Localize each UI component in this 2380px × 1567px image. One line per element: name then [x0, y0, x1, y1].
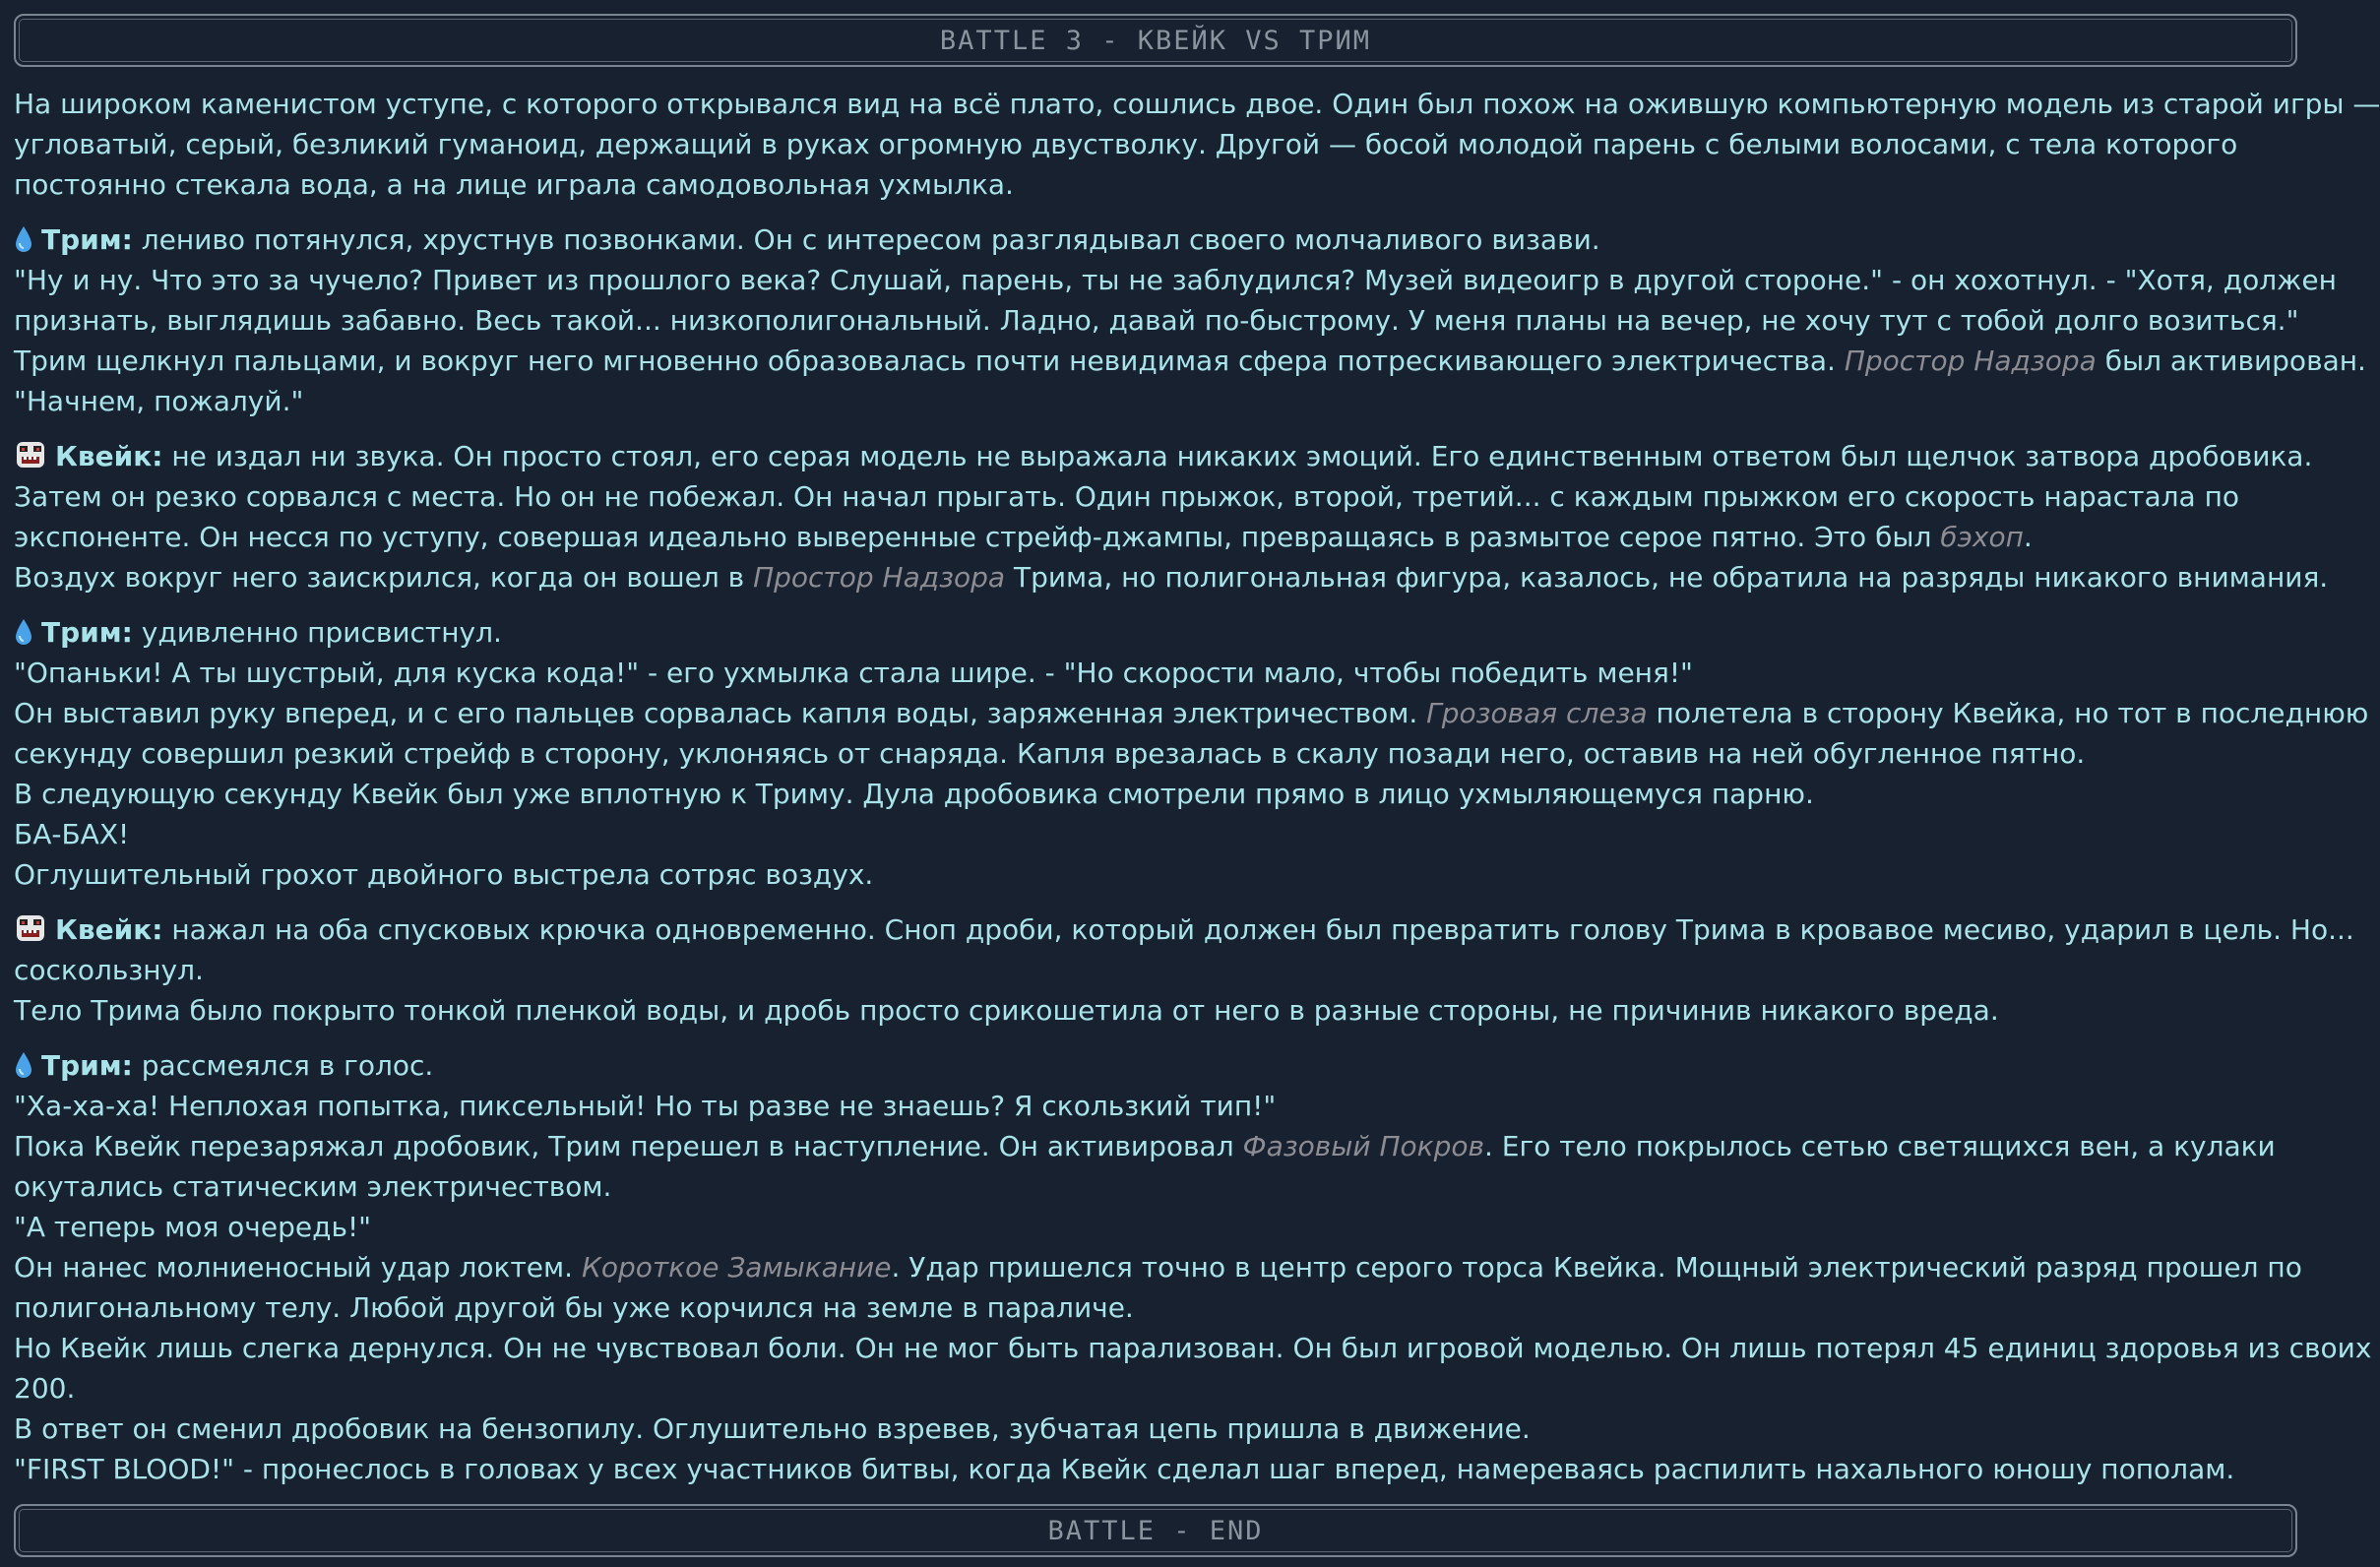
battle-header-banner — [14, 14, 2297, 67]
action-line — [14, 1045, 2311, 1086]
action-text: лениво потянулся, хрустнув позвонками. Он с интересом разглядывал своего молчаливого визави. — [141, 223, 1600, 256]
action-text: не издал ни звука. Он просто стоял, его серая модель не выражала никаких эмоций. Его единственным ответом был щелчок затвора дробовика. — [171, 440, 2313, 472]
text-line: "А теперь моя очередь!" — [14, 1211, 372, 1243]
ability-name: бэхоп — [1940, 521, 2024, 553]
text-line: "Опаньки! А ты шустрый, для куска кода!" - его ухмылка стала шире. - "Но скорости мало, чтобы победить меня!" — [14, 657, 1693, 689]
action-line — [14, 436, 2311, 476]
text-line: "Начнем, пожалуй." — [14, 385, 304, 417]
text-line: 200. — [14, 1372, 76, 1405]
pixel-face-icon — [14, 440, 47, 470]
text-segment: Он нанес молниеносный удар локтем. — [14, 1251, 582, 1284]
battle-footer-banner — [14, 1504, 2297, 1557]
text-line: Оглушительный грохот двойного выстрела сотряс воздух. — [14, 858, 874, 891]
character-name-quake: Квейк: — [55, 440, 163, 472]
intro-paragraph — [14, 84, 2380, 205]
text-line: На широком каменистом уступе, с которого открывался вид на всё плато, сошлись двое. Один был похож на ожившую компьютерную модель из старой игры — — [14, 88, 2380, 120]
text-line — [14, 1247, 2311, 1287]
ability-name: Фазовый Покров — [1242, 1130, 1484, 1162]
text-line: Затем он резко сорвался с места. Но он не побежал. Он начал прыгать. Один прыжок, второй, третий... с каждым прыжком его скорость нарастала по — [14, 480, 2240, 513]
text-line: секунду совершил резкий стрейф в сторону, уклоняясь от снаряда. Капля врезалась в скалу позади него, оставив на ней обугленное пятно. — [14, 737, 2086, 770]
text-line: Но Квейк лишь слегка дернулся. Он не чувствовал боли. Он не мог быть парализован. Он был игровой моделью. Он лишь потерял 45 единиц здоровья из своих — [14, 1332, 2372, 1364]
character-name-trim: Трим: — [41, 616, 133, 649]
text-segment: Трим щелкнул пальцами, и вокруг него мгновенно образовалась почти невидимая сфера потрескивающего электричества. — [14, 345, 1845, 377]
text-line: "Ха-ха-ха! Неплохая попытка, пиксельный! Но ты разве не знаешь? Я скользкий тип!" — [14, 1090, 1277, 1122]
text-segment: Пока Квейк перезаряжал дробовик, Трим перешел в наступление. Он активировал — [14, 1130, 1243, 1162]
text-line: БА-БАХ! — [14, 818, 130, 850]
ability-name: Простор Надзора — [1844, 345, 2097, 377]
text-line: "FIRST BLOOD!" - пронеслось в головах у всех участников битвы, когда Квейк сделал шаг вперед, намереваясь распилить нахального юношу пополам. — [14, 1453, 2235, 1485]
quake-turn-2 — [14, 909, 2354, 1031]
ability-name: Грозовая слеза — [1426, 697, 1648, 729]
text-line — [14, 1126, 2311, 1166]
trim-turn-3 — [14, 1045, 2372, 1489]
text-segment: полетела в сторону Квейка, но тот в последнюю — [1647, 697, 2369, 729]
ability-name: Короткое Замыкание — [581, 1251, 892, 1284]
action-text: нажал на оба спусковых крючка одновременно. Сноп дроби, который должен был превратить голову Трима в кровавое месиво, ударил в цель. Но... — [171, 913, 2354, 946]
battle-header-title: BATTLE 3 - КВЕЙК VS ТРИМ — [939, 25, 1372, 56]
text-segment: Воздух вокруг него заискрился, когда он вошел в — [14, 561, 754, 594]
text-line — [14, 517, 2311, 557]
text-line — [14, 557, 2329, 597]
trim-turn-1 — [14, 219, 2366, 421]
water-drop-icon — [14, 1051, 33, 1079]
text-line: соскользнул. — [14, 954, 204, 986]
action-text: удивленно присвистнул. — [141, 616, 502, 649]
text-line: признать, выглядишь забавно. Весь такой... низкополигональный. Ладно, давай по-быстрому. У меня планы на вечер, не хочу тут с тобой долго возиться." — [14, 304, 2299, 337]
action-line — [14, 219, 2311, 260]
quake-turn-1 — [14, 436, 2329, 597]
text-line — [14, 693, 2369, 733]
water-drop-icon — [14, 225, 33, 253]
text-segment: Он выставил руку вперед, и с его пальцев сорвалась капля воды, заряженная электричеством. — [14, 697, 1427, 729]
text-segment: . Удар пришелся точно в центр серого торса Квейка. Мощный электрический разряд прошел по — [891, 1251, 2302, 1284]
text-line: угловатый, серый, безликий гуманоид, держащий в руках огромную двустволку. Другой — босой молодой парень с белыми волосами, с тела которого — [14, 128, 2238, 160]
text-line: "Ну и ну. Что это за чучело? Привет из прошлого века? Слушай, парень, ты не заблудился? Музей видеоигр в другой стороне." - он хохотнул. - "Хотя, должен — [14, 264, 2337, 296]
action-line — [14, 612, 2311, 653]
trim-turn-2 — [14, 612, 2369, 895]
character-name-trim: Трим: — [41, 1049, 133, 1082]
action-line — [14, 909, 2354, 950]
pixel-face-icon — [14, 913, 47, 943]
text-line — [14, 341, 2366, 381]
character-name-trim: Трим: — [41, 223, 133, 256]
ability-name: Простор Надзора — [753, 561, 1006, 594]
text-segment: экспоненте. Он несся по уступу, совершая идеально выверенные стрейф-джампы, превращаясь в размытое серое пятно. Это был — [14, 521, 1941, 553]
text-line: В ответ он сменил дробовик на бензопилу. Оглушительно взревев, зубчатая цепь пришла в движение. — [14, 1412, 1531, 1445]
text-line: окутались статическим электричеством. — [14, 1170, 612, 1203]
character-name-quake: Квейк: — [55, 913, 163, 946]
text-segment: был активирован. — [2096, 345, 2366, 377]
action-text: рассмеялся в голос. — [141, 1049, 434, 1082]
text-segment: . — [2023, 521, 2033, 553]
water-drop-icon — [14, 618, 33, 646]
text-line: Тело Трима было покрыто тонкой пленкой воды, и дробь просто срикошетила от него в разные стороны, не причинив никакого вреда. — [14, 994, 1999, 1027]
text-line: В следующую секунду Квейк был уже вплотную к Триму. Дула дробовика смотрели прямо в лицо ухмыляющемуся парню. — [14, 778, 1814, 810]
text-segment: Трима, но полигональная фигура, казалось, не обратила на разряды никакого внимания. — [1005, 561, 2329, 594]
text-segment: . Его тело покрылось сетью светящихся вен, а кулаки — [1484, 1130, 2276, 1162]
text-line: полигональному телу. Любой другой бы уже корчился на земле в параличе. — [14, 1291, 1134, 1324]
battle-footer-title: BATTLE - END — [1047, 1515, 1264, 1546]
text-line: постоянно стекала вода, а на лице играла самодовольная ухмылка. — [14, 168, 1014, 201]
